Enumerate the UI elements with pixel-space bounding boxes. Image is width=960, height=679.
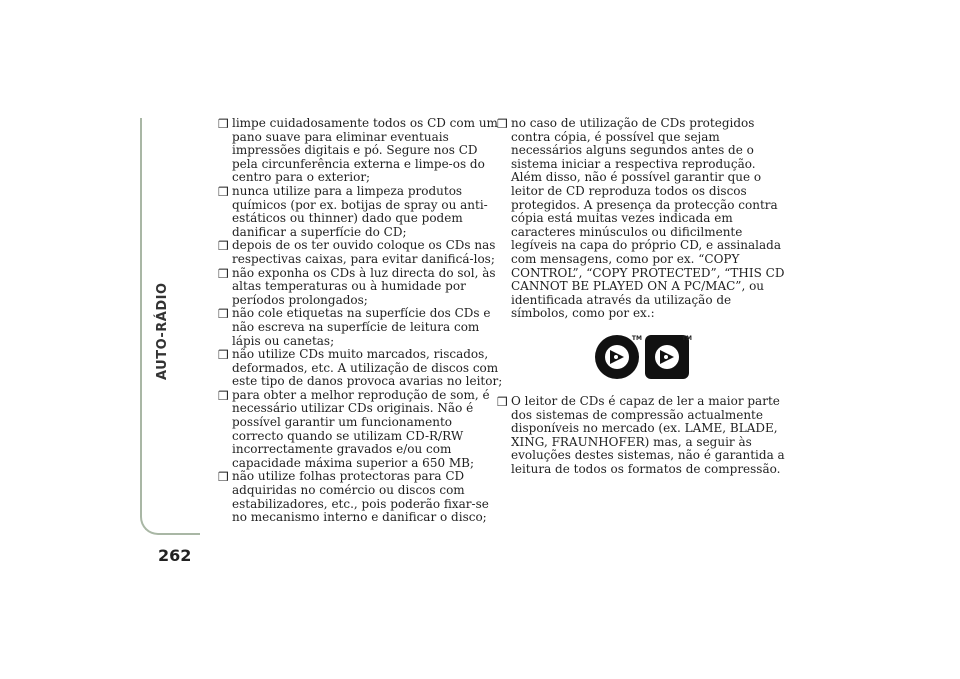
list-item-text: O leitor de CDs é capaz de ler a maior parte dos sistemas de compressão actualmente disponíveis no mercado (ex. LAME, BLADE, XING, FRAUNHOFER) mas, a seguir às evoluções destes sistemas, não é garantida a leitura de todos os formatos de compressão. — [511, 393, 785, 476]
checkbox-bullet-icon: ❒ — [218, 307, 229, 322]
list-item — [218, 307, 503, 348]
copy-protection-square-logo-icon — [644, 334, 690, 380]
section-side-label: AUTO-RÁDIO — [155, 282, 170, 380]
checkbox-bullet-icon: ❒ — [218, 388, 229, 403]
checkbox-bullet-icon: ❒ — [218, 266, 229, 281]
list-item — [218, 117, 503, 185]
copy-protection-circle-logo-icon — [594, 334, 640, 380]
list-item — [497, 395, 787, 477]
checkbox-bullet-icon: ❒ — [218, 117, 229, 131]
checkbox-bullet-icon: ❒ — [218, 239, 229, 254]
list-item-text: para obter a melhor reprodução de som, é necessário utilizar CDs originais. Não é possível garantir um funcionamento correcto quando se utilizam CD-R/RW incorrectamente gravados e/ou com capacidade máxima superior a 650 MB; — [232, 387, 490, 470]
list-item-text: limpe cuidadosamente todos os CD com um pano suave para eliminar eventuais impressões digitais e pó. Segure nos CD pela circunferência externa e limpe-os do centro para o exterior; — [232, 116, 498, 185]
list-item-text: não utilize folhas protectoras para CD adquiridas no comércio ou discos com estabilizadores, etc., pois poderão fixar-se no mecanismo interno e danificar o disco; — [232, 469, 489, 525]
list-item — [218, 470, 503, 524]
checkbox-bullet-icon: ❒ — [218, 470, 229, 485]
checkbox-bullet-icon: ❒ — [497, 394, 508, 409]
list-item-text: nunca utilize para a limpeza produtos químicos (por ex. botijas de spray ou anti-estáticos ou thinner) dado que podem danificar a superfície do CD; — [232, 183, 488, 239]
left-column — [218, 117, 503, 525]
right-column — [497, 117, 787, 476]
checkbox-bullet-icon: ❒ — [497, 117, 508, 131]
list-item — [218, 267, 503, 308]
checkbox-bullet-icon: ❒ — [218, 348, 229, 363]
list-item — [218, 348, 503, 389]
list-item-text: depois de os ter ouvido coloque os CDs nas respectivas caixas, para evitar danificá-los; — [232, 238, 496, 266]
list-item-text: não cole etiquetas na superfície dos CDs e não escreva na superfície de leitura com lápis ou canetas; — [232, 306, 491, 348]
checkbox-bullet-icon: ❒ — [218, 184, 229, 199]
copy-protection-logos — [497, 334, 787, 380]
trademark-mark: TM — [631, 334, 642, 342]
list-item — [218, 239, 503, 266]
list-item — [497, 117, 787, 321]
list-item-text: não exponha os CDs à luz directa do sol, às altas temperaturas ou à humidade por períodos prolongados; — [232, 265, 496, 307]
list-item — [218, 185, 503, 239]
page-number: 262 — [158, 546, 192, 565]
list-item — [218, 389, 503, 471]
list-item-text: não utilize CDs muito marcados, riscados, deformados, etc. A utilização de discos com este tipo de danos provoca avarias no leitor; — [232, 347, 503, 389]
list-item-text: no caso de utilização de CDs protegidos contra cópia, é possível que sejam necessários alguns segundos antes de o sistema iniciar a respectiva reprodução. Além disso, não é possível garantir que o leitor de CD reproduza todos os discos protegidos. A presença da protecção contra cópia está muitas vezes indicada em caracteres minúsculos ou dificilmente legíveis na capa do próprio CD, e assinalada com mensagens, como por ex. “COPY CONTROL”, “COPY PROTECTED”, “THIS CD CANNOT BE PLAYED ON A PC/MAC”, ou identificada através da utilização de símbolos, como por ex.: — [511, 116, 785, 321]
trademark-mark: TM — [681, 334, 692, 342]
